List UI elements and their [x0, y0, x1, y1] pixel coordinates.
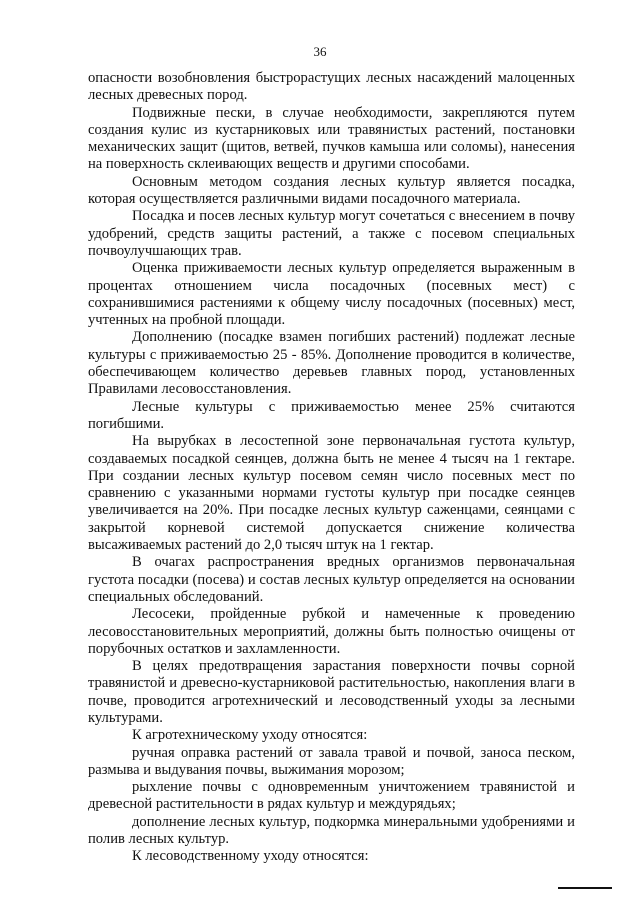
margin-mark — [558, 887, 612, 889]
paragraph: Лесные культуры с приживаемостью менее 25% считаются погибшими. — [88, 398, 575, 432]
paragraph: дополнение лесных культур, подкормка минеральными удобрениями и полив лесных культур. — [88, 813, 575, 848]
paragraph: Оценка приживаемости лесных культур определяется выраженным в процентах отношением числа посадочных (посевных мест) с сохранившимися растениями к общему числу посадочных (посевных) мест, учтенных на пробной площади. — [88, 260, 575, 329]
paragraph: ручная оправка растений от завала травой и почвой, заноса песком, размыва и выдувания почвы, выжимания морозом; — [88, 744, 575, 778]
paragraph: Лесосеки, пройденные рубкой и намеченные к проведению лесовосстановительных мероприятий, должны быть полностью очищены от порубочных остатков и захламленности. — [88, 606, 575, 657]
paragraph: В очагах распространения вредных организмов первоначальная густота посадки (посева) и состав лесных культур определяется на основании специальных обследований. — [88, 554, 575, 605]
paragraph: К агротехническому уходу относятся: — [132, 727, 368, 744]
paragraph: Дополнению (посадке взамен погибших растений) подлежат лесные культуры с приживаемостью 25 - 85%. Дополнение проводится в количестве, обеспечивающем количество деревьев главных пород, установленных Правилами лесовосстановления. — [88, 329, 575, 398]
paragraph: На вырубках в лесостепной зоне первоначальная густота культур, создаваемых посадкой сеянцев, должна быть не менее 4 тысяч на 1 гектаре. При создании лесных культур посевом семян число посевных мест по сравнению с указанными нормами густоты культур при посадке сеянцев увеличивается на 20%. При посадке лесных культур саженцами, сеянцами с закрытой корневой системой допускается снижение количества высаживаемых растений до 2,0 тысяч штук на 1 гектар. — [88, 433, 575, 554]
paragraph: опасности возобновления быстрорастущих лесных насаждений малоценных лесных древесных пород. — [88, 70, 575, 104]
paragraph: Посадка и посев лесных культур могут сочетаться с внесением в почву удобрений, средств защиты растений, а также с посевом специальных почвоулучшающих трав. — [88, 208, 575, 259]
paragraph: К лесоводственному уходу относятся: — [132, 848, 369, 865]
paragraph: Основным методом создания лесных культур является посадка, которая осуществляется различными видами посадочного материала. — [88, 173, 575, 208]
paragraph: В целях предотвращения зарастания поверхности почвы сорной травянистой и древесно-кустарниковой растительностью, накопления влаги в почве, проводится агротехнический и лесоводственный уходы за лесными культурами. — [88, 658, 575, 726]
page-number: 36 — [313, 44, 327, 59]
paragraph: Подвижные пески, в случае необходимости, закрепляются путем создания кулис из кустарниковых или травянистых растений, постановки механических защит (щитов, ветвей, пучков камыша или соломы), нанесения на поверхность склеивающих веществ и другими способами. — [88, 104, 575, 173]
paragraph: рыхление почвы с одновременным уничтожением травянистой и древесной растительности в рядах культур и междурядьях; — [88, 779, 575, 813]
document-body — [88, 70, 575, 866]
